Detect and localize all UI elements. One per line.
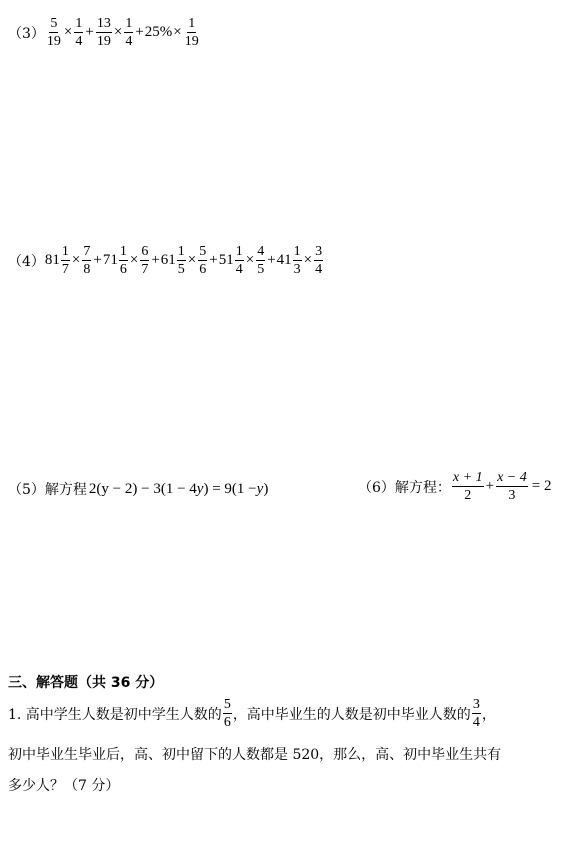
whole-number: 81 (44, 252, 60, 268)
fraction: $\frac{1}{6}$ (119, 244, 127, 277)
times-sign: × (113, 24, 123, 40)
fraction: $\frac{1}{7}$ (61, 244, 69, 277)
times-sign: × (187, 252, 197, 268)
plus-sign: + (135, 24, 144, 40)
equation-part: ) (263, 480, 269, 497)
variable-y: y (256, 480, 264, 497)
question-1-line-2: 初中毕业生毕业后，高、初中留下的人数都是 520，那么，高、初中毕业生共有 (8, 747, 502, 763)
whole-number: 71 (102, 252, 118, 268)
plus-sign: + (209, 252, 218, 268)
problem-5 (8, 479, 268, 499)
times-sign: × (303, 252, 313, 268)
section-heading: 三、解答题（共 36 分） (8, 675, 164, 691)
fraction: $\frac{1}{5}$ (177, 244, 185, 277)
question-1-line-3: 多少人？（7 分） (8, 778, 120, 794)
plus-sign: + (93, 252, 102, 268)
problem-5-label: （5）解方程 (8, 482, 87, 498)
times-sign: × (173, 24, 182, 40)
plus-sign: + (485, 478, 495, 494)
fraction: $\frac{1}{3}$ (293, 244, 301, 277)
fraction: $\frac{6}{7}$ (141, 244, 149, 277)
plus-sign: + (151, 252, 160, 268)
question-text: 1. 高中学生人数是初中学生人数的 (8, 706, 222, 723)
whole-number: 41 (276, 252, 292, 268)
fraction: $\frac{7}{8}$ (83, 244, 91, 277)
variable-y: y (196, 480, 204, 497)
whole-number: 61 (160, 252, 176, 268)
question-text: ， (481, 706, 496, 723)
fraction: $\frac{1}{4}$ (125, 16, 133, 49)
fraction: $\frac{5}{6}$ (223, 697, 231, 730)
fraction: $\frac{1}{19}$ (184, 16, 199, 49)
fraction: $\frac{3}{4}$ (315, 244, 323, 277)
fraction: $\frac{13}{19}$ (96, 16, 111, 49)
equation-part: 2(y − 2) − 3(1 − 4 (88, 480, 197, 497)
fraction: $\frac{5}{19}$ (46, 16, 61, 49)
problem-6-label: （6）解方程： (358, 479, 451, 496)
times-sign: × (245, 252, 255, 268)
problem-4 (8, 244, 324, 277)
plus-sign: + (85, 24, 94, 40)
times-sign: × (129, 252, 139, 268)
percent-value: 25% (144, 24, 173, 40)
plus-sign: + (267, 252, 276, 268)
fraction: $\frac{4}{5}$ (257, 244, 265, 277)
fraction: $\frac{x + 1}{2}$ (452, 470, 483, 503)
problem-4-label: （4） (8, 253, 45, 270)
problem-3-label: （3） (8, 25, 45, 42)
times-sign: × (63, 24, 73, 40)
fraction: $\frac{1}{4}$ (75, 16, 83, 49)
whole-number: 51 (218, 252, 234, 268)
equation-part: ) = 9(1 − (203, 480, 257, 497)
fraction: $\frac{5}{6}$ (199, 244, 207, 277)
question-1-line-1 (8, 697, 496, 730)
problem-6 (358, 470, 551, 503)
problem-3 (8, 16, 201, 49)
equation-rhs: = 2 (531, 478, 552, 494)
times-sign: × (71, 252, 81, 268)
question-text: ，高中毕业生的人数是初中毕业人数的 (232, 706, 471, 723)
fraction: $\frac{x - 4}{3}$ (497, 470, 527, 503)
fraction: $\frac{3}{4}$ (472, 697, 480, 730)
fraction: $\frac{1}{4}$ (235, 244, 243, 277)
